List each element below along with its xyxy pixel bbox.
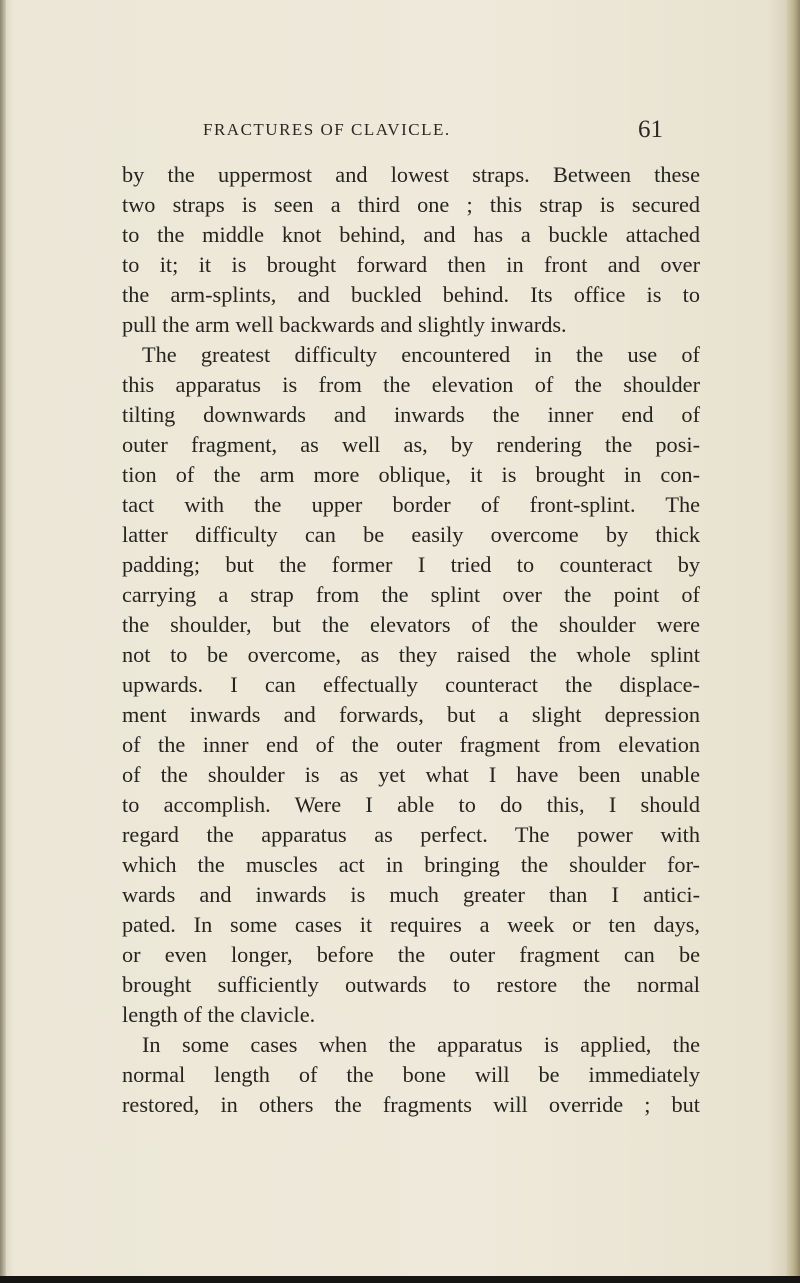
text-line: to it; it is brought forward then in front and over xyxy=(122,252,700,277)
text-line: two straps is seen a third one ; this strap is secured xyxy=(122,192,700,217)
text-line: wards and inwards is much greater than I antici- xyxy=(122,882,700,907)
body-text xyxy=(122,160,700,1120)
text-line: upwards. I can effectually counteract the displace- xyxy=(122,672,700,697)
page-right-edge xyxy=(786,0,800,1283)
text-line: not to be overcome, as they raised the whole splint xyxy=(122,642,700,667)
page-left-edge xyxy=(0,0,6,1283)
text-line: pated. In some cases it requires a week or ten days, xyxy=(122,912,700,937)
text-line: tact with the upper border of front-splint. The xyxy=(122,492,700,517)
text-line: length of the clavicle. xyxy=(122,1002,316,1027)
text-line: to the middle knot behind, and has a buckle attached xyxy=(122,222,700,247)
text-line: The greatest difficulty encountered in the use of xyxy=(142,342,700,367)
text-line: padding; but the former I tried to counteract by xyxy=(122,552,700,577)
text-line: the shoulder, but the elevators of the shoulder were xyxy=(122,612,700,637)
text-line: carrying a strap from the splint over the point of xyxy=(122,582,700,607)
text-line: brought sufficiently outwards to restore the normal xyxy=(122,972,700,997)
text-line: pull the arm well backwards and slightly inwards. xyxy=(122,312,567,337)
text-line: outer fragment, as well as, by rendering the posi- xyxy=(122,432,700,457)
page-number: 61 xyxy=(638,116,663,143)
text-line: In some cases when the apparatus is applied, the xyxy=(142,1032,700,1057)
running-head xyxy=(0,116,800,146)
text-line: by the uppermost and lowest straps. Between these xyxy=(122,162,700,187)
text-line: tion of the arm more oblique, it is brought in con- xyxy=(122,462,700,487)
scan-bottom-border xyxy=(0,1276,800,1283)
text-line: latter difficulty can be easily overcome by thick xyxy=(122,522,700,547)
text-line: tilting downwards and inwards the inner end of xyxy=(122,402,700,427)
text-line: of the inner end of the outer fragment from elevation xyxy=(122,732,700,757)
text-line: or even longer, before the outer fragment can be xyxy=(122,942,700,967)
text-line: ment inwards and forwards, but a slight depression xyxy=(122,702,700,727)
text-line: normal length of the bone will be immediately xyxy=(122,1062,700,1087)
text-line: this apparatus is from the elevation of the shoulder xyxy=(122,372,700,397)
running-title: FRACTURES OF CLAVICLE. xyxy=(203,120,451,139)
text-line: regard the apparatus as perfect. The power with xyxy=(122,822,700,847)
text-line: restored, in others the fragments will override ; but xyxy=(122,1092,700,1117)
text-line: to accomplish. Were I able to do this, I should xyxy=(122,792,700,817)
text-line: which the muscles act in bringing the shoulder for- xyxy=(122,852,700,877)
text-line: the arm-splints, and buckled behind. Its office is to xyxy=(122,282,700,307)
text-line: of the shoulder is as yet what I have been unable xyxy=(122,762,700,787)
